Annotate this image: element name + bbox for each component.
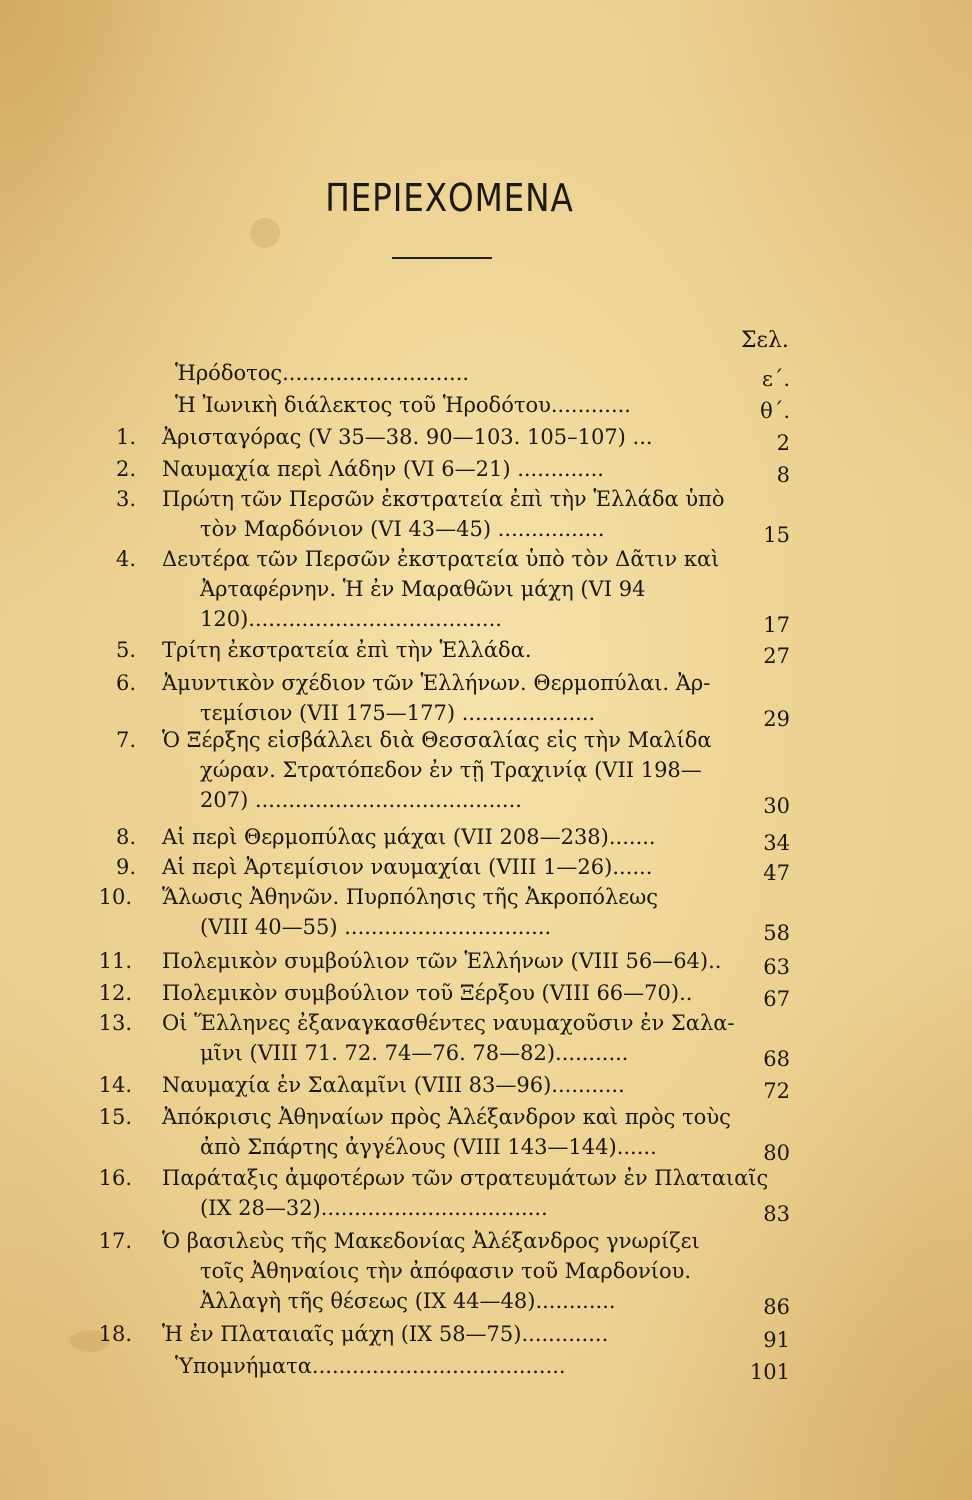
entry-number: 6. [115,671,136,695]
entry-title: Πρώτη τῶν Περσῶν ἐκστρατεία ἐπὶ τὴν Ἑλλάδα ὑπὸ [162,487,725,511]
entry-title: Ἡρόδοτος............................ [175,361,470,385]
entry-page-number: 80 [763,1141,790,1165]
entry-number: 11. [98,949,132,973]
entry-number: 4. [115,547,136,571]
entry-title-continuation: ἀπὸ Σπάρτης ἀγγέλους (VIII 143—144)...... [200,1135,657,1159]
entry-number: 18. [98,1322,132,1346]
entry-number: 17. [98,1229,132,1253]
entry-page-number: 83 [763,1202,790,1226]
entry-number: 10. [98,885,132,909]
entry-title-continuation: τεμίσιον (VII 175—177) .................... [200,701,596,725]
entry-page-number: 101 [749,1360,790,1384]
entry-title-continuation: 120)...................................... [200,607,502,631]
entry-page-number: 2 [776,431,790,455]
entry-title: Αἱ περὶ Θερμοπύλας μάχαι (VII 208—238)....... [162,825,656,849]
entry-page-number: 30 [763,794,790,818]
entry-title: Ἀρισταγόρας (V 35—38. 90—103. 105–107) ... [162,425,653,449]
entry-title-continuation: Ἀλλαγὴ τῆς θέσεως (IX 44—48)............ [200,1289,616,1313]
entry-number: 12. [98,981,132,1005]
entry-page-number: 8 [776,463,790,487]
entry-title: Δευτέρα τῶν Περσῶν ἐκστρατεία ὑπὸ τὸν Δᾶτιν καὶ [162,547,720,571]
entry-number: 8. [115,825,136,849]
entry-title-continuation: (VIII 40—55) ............................... [200,915,552,939]
entry-page-number: 29 [763,707,790,731]
entry-title-continuation: μῖνι (VIII 71. 72. 74—76. 78—82)........... [200,1041,629,1065]
entry-title-continuation: τοῖς Ἀθηναίοις τὴν ἀπόφασιν τοῦ Μαρδονίου. [200,1259,692,1283]
entry-page-number: 68 [763,1047,790,1071]
entry-title: Ναυμαχία περὶ Λάδην (VI 6—21) ............. [162,457,604,481]
entry-title: Ἡ Ἰωνικὴ διάλεκτος τοῦ Ἡροδότου............ [175,393,631,417]
entry-title: Ὁ βασιλεὺς τῆς Μακεδονίας Ἀλέξανδρος γνωρίζει [162,1229,700,1253]
entry-title: Ἀπόκρισις Ἀθηναίων πρὸς Ἀλέξανδρον καὶ πρὸς τοὺς [162,1105,731,1129]
entry-title-continuation: 207) ........................................ [200,788,522,812]
entry-number: 13. [98,1011,132,1035]
entry-title: Πολεμικὸν συμβούλιον τοῦ Ξέρξου (VIII 66—70).. [162,981,693,1005]
entry-title: Ἅλωσις Ἀθηνῶν. Πυρπόλησις τῆς Ἀκροπόλεως [162,885,659,909]
entry-title-continuation: τὸν Μαρδόνιον (VI 43—45) ................ [200,517,605,541]
entry-title: Ὑπομνήματα...................................... [175,1354,566,1378]
entry-page-number: 86 [763,1295,790,1319]
entry-page-number: 91 [763,1328,790,1352]
entry-page-number: 15 [763,523,790,547]
entry-number: 15. [98,1105,132,1129]
entry-number: 14. [98,1073,132,1097]
entry-number: 7. [115,728,136,752]
entry-title: Ὁ Ξέρξης εἰσβάλλει διὰ Θεσσαλίας εἰς τὴν Μαλίδα [162,728,712,752]
entry-title: Οἱ Ἕλληνες ἐξαναγκασθέντες ναυμαχοῦσιν ἐν Σαλα- [162,1011,735,1035]
entry-title-continuation: Ἀρταφέρνην. Ἡ ἐν Μαραθῶνι μάχη (VI 94 [200,577,646,601]
entry-page-number: 34 [763,831,790,855]
entry-title: Πολεμικὸν συμβούλιον τῶν Ἑλλήνων (VIII 56—64).. [162,949,722,973]
entry-title: Ναυμαχία ἐν Σαλαμῖνι (VIII 83—96)........... [162,1073,625,1097]
entry-title: Ἀμυντικὸν σχέδιον τῶν Ἑλλήνων. Θερμοπύλαι. Ἀρ- [162,671,711,695]
entry-page-number: θ΄. [760,399,790,423]
entry-page-number: 63 [763,955,790,979]
entry-page-number: 17 [763,613,790,637]
entry-number: 9. [115,855,136,879]
entry-page-number: 58 [763,921,790,945]
entry-number: 1. [115,425,136,449]
page-column-header: Σελ. [741,328,789,353]
entry-title: Ἡ ἐν Πλαταιαῖς μάχη (IX 58—75)............. [162,1322,609,1346]
entry-title-continuation: (IX 28—32).................................. [200,1196,548,1220]
entry-number: 16. [98,1166,132,1190]
entry-number: 5. [115,638,136,662]
entry-page-number: 67 [763,987,790,1011]
entry-title: Τρίτη ἐκστρατεία ἐπὶ τὴν Ἑλλάδα. [162,638,532,662]
entry-number: 2. [115,457,136,481]
entry-number: 3. [115,487,136,511]
entry-page-number: 72 [763,1079,790,1103]
page-title: ΠΕΡΙΕΧΟΜΕΝΑ [325,176,574,220]
entry-page-number: 27 [763,644,790,668]
entry-title: Παράταξις ἀμφοτέρων τῶν στρατευμάτων ἐν Πλαταιαῖς [162,1166,769,1190]
entry-title-continuation: χώραν. Στρατόπεδον ἐν τῇ Τραχινίᾳ (VII 198— [200,758,702,782]
entry-page-number: ε΄. [761,367,790,391]
entry-page-number: 47 [763,861,790,885]
entry-title: Αἱ περὶ Ἀρτεμίσιον ναυμαχίαι (VIII 1—26)...... [162,855,653,879]
